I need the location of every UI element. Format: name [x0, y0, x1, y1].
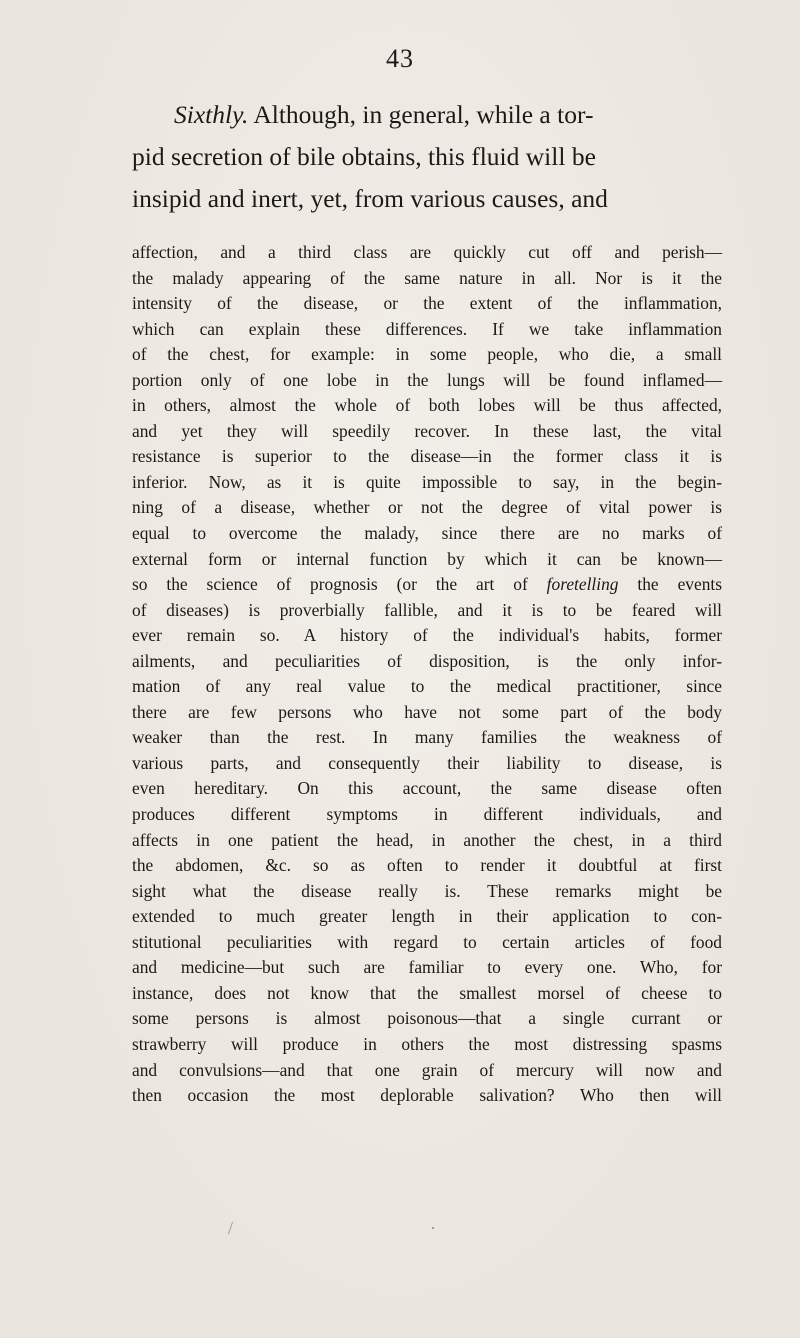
section-heading: Sixthly.	[174, 100, 249, 129]
body-line: instance, does not know that the smallest morsel of cheese to	[132, 982, 722, 1003]
body-line: strawberry will produce in others the most distressing spasms	[132, 1033, 722, 1054]
body-line: affection, and a third class are quickly cut off and perish—	[132, 242, 722, 262]
body-line: portion only of one lobe in the lungs will be found inflamed—	[132, 369, 722, 390]
body-line: the abdomen, &c. so as often to render it doubtful at first	[132, 855, 722, 876]
lead-paragraph	[132, 94, 722, 220]
body-line: then occasion the most deplorable salivation? Who then will	[132, 1085, 722, 1106]
body-line: inferior. Now, as it is quite impossible to say, in the begin-	[132, 471, 722, 492]
body-line: the malady appearing of the same nature in all. Nor is it the	[132, 267, 722, 288]
body-line: so the science of prognosis (or the art of foretelling the events	[132, 574, 723, 595]
body-line: affects in one patient the head, in another the chest, in a third	[132, 829, 722, 850]
body-line: even hereditary. On this account, the same disease often	[132, 778, 722, 799]
body-line: there are few persons who have not some part of the body	[132, 701, 722, 722]
body-line: stitutional peculiarities with regard to certain articles of food	[132, 931, 722, 952]
body-line: which can explain these differences. If we take inflammation	[132, 318, 722, 339]
italic-phrase: foretelling	[546, 574, 619, 595]
body-line: resistance is superior to the disease—in the former class it is	[132, 446, 722, 467]
body-line: and yet they will speedily recover. In these last, the vital	[132, 420, 722, 441]
body-line: sight what the disease really is. These remarks might be	[132, 880, 722, 901]
page-number: 43	[386, 44, 414, 73]
body-line: in others, almost the whole of both lobes will be thus affected,	[132, 395, 722, 416]
body-line: some persons is almost poisonous—that a single currant or	[132, 1008, 722, 1029]
lead-line-1-text: Although, in general, while a tor-	[253, 100, 594, 129]
body-line: mation of any real value to the medical practitioner, since	[132, 676, 722, 697]
body-line: weaker than the rest. In many families the weakness of	[132, 727, 722, 748]
body-line: external form or internal function by which it can be known—	[132, 548, 722, 569]
body-paragraph	[132, 240, 722, 1109]
body-line: equal to overcome the malady, since there are no marks of	[132, 523, 722, 544]
body-line: and medicine—but such are familiar to every one. Who, for	[132, 957, 722, 978]
stray-mark: /	[228, 1218, 234, 1238]
stray-mark: ·	[430, 1218, 436, 1238]
body-line: and convulsions—and that one grain of mercury will now and	[132, 1059, 722, 1080]
body-line: various parts, and consequently their liability to disease, is	[132, 752, 722, 773]
body-line: of diseases) is proverbially fallible, and it is to be feared will	[132, 599, 722, 620]
body-line: of the chest, for example: in some people, who die, a small	[132, 344, 722, 365]
lead-line-1	[132, 94, 722, 136]
body-line: ever remain so. A history of the individual's habits, former	[132, 625, 722, 646]
body-line: ning of a disease, whether or not the degree of vital power is	[132, 497, 722, 518]
body-line: produces different symptoms in different individuals, and	[132, 804, 722, 825]
body-line: intensity of the disease, or the extent of the inflammation,	[132, 293, 722, 314]
body-line: ailments, and peculiarities of disposition, is the only infor-	[132, 650, 722, 671]
body-line: extended to much greater length in their application to con-	[132, 906, 722, 927]
lead-line-2: pid secretion of bile obtains, this fluid will be	[132, 142, 596, 171]
lead-line-3: insipid and inert, yet, from various causes, and	[132, 184, 608, 213]
